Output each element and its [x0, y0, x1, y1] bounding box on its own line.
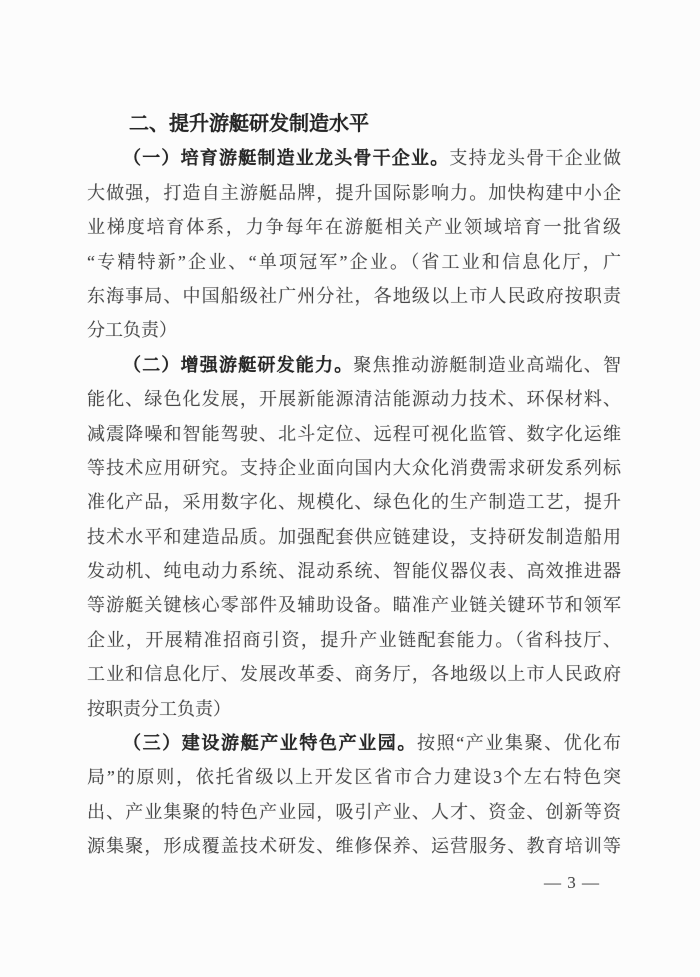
text-segment: 等技术应用研究。支持企业面向国内大众化消费需求研发系列标 [87, 457, 621, 478]
page-number: — 3 — [544, 873, 600, 892]
text-segment: 工业和信息化厅、发展改革委、商务厅，各地级以上市人民政府 [87, 664, 621, 685]
text-line [87, 348, 621, 382]
text-segment: 大做强，打造自主游艇品牌，提升国际影响力。加快构建中小企 [87, 182, 621, 203]
text-line [87, 623, 621, 657]
section-heading: 二、提升游艇研发制造水平 [129, 113, 369, 135]
text-line [87, 279, 621, 313]
text-line [87, 795, 621, 829]
text-segment: 发动机、纯电动力系统、混动系统、智能仪器仪表、高效推进器 [87, 561, 621, 582]
text-line [87, 760, 621, 794]
text-line [87, 176, 621, 210]
text-line [87, 726, 621, 760]
text-line [87, 588, 621, 622]
text-segment: 出、产业集聚的特色产业园，吸引产业、人才、资金、创新等资 [87, 801, 621, 822]
text-line [87, 210, 621, 244]
text-segment: 分工负责） [87, 320, 177, 341]
paragraph-3 [87, 726, 621, 864]
text-line [87, 382, 621, 416]
text-segment: 东海事局、中国船级社广州分社，各地级以上市人民政府按职责 [87, 285, 621, 306]
text-line [87, 141, 621, 175]
bold-lead-text: （一）培育游艇制造业龙头骨干企业。 [123, 148, 450, 169]
text-line [87, 657, 621, 691]
text-segment: 能化、绿色化发展，开展新能源清洁能源动力技术、环保材料、 [87, 389, 621, 410]
text-line [87, 485, 621, 519]
text-segment: 减震降噪和智能驾驶、北斗定位、远程可视化监管、数字化运维 [87, 423, 621, 444]
text-block [87, 107, 621, 864]
paragraph-1 [87, 141, 621, 347]
text-segment: 等游艇关键核心零部件及辅助设备。瞄准产业链关键环节和领军 [87, 595, 621, 616]
text-segment: 业梯度培育体系，力争每年在游艇相关产业领域培育一批省级 [87, 217, 621, 238]
text-segment: 支持龙头骨干企业做 [449, 148, 621, 169]
text-line [87, 829, 621, 863]
paragraph-2 [87, 348, 621, 726]
text-segment: 按照“产业集聚、优化布 [417, 733, 621, 754]
text-line [87, 451, 621, 485]
text-line [87, 417, 621, 451]
document-body [87, 141, 621, 863]
text-segment: 源集聚，形成覆盖技术研发、维修保养、运营服务、教育培训等 [87, 836, 621, 857]
bold-lead-text: （三）建设游艇产业特色产业园。 [123, 733, 417, 754]
text-line [87, 245, 621, 279]
text-segment: 按职责分工负责） [87, 698, 231, 719]
text-line [87, 313, 621, 347]
bold-lead-text: （二）增强游艇研发能力。 [123, 354, 354, 375]
text-segment: 企业，开展精准招商引资，提升产业链配套能力。（省科技厅、 [87, 629, 621, 650]
text-segment: 聚焦推动游艇制造业高端化、智 [353, 354, 621, 375]
text-line [87, 520, 621, 554]
text-segment: 局”的原则，依托省级以上开发区省市合力建设3个左右特色突 [87, 767, 621, 788]
text-segment: “专精特新”企业、“单项冠军”企业。（省工业和信息化厅，广 [87, 251, 621, 272]
text-segment: 技术水平和建造品质。加强配套供应链建设，支持研发制造船用 [87, 526, 621, 547]
text-segment: 准化产品，采用数字化、规模化、绿色化的生产制造工艺，提升 [87, 492, 621, 513]
text-line [87, 692, 621, 726]
text-line [87, 554, 621, 588]
